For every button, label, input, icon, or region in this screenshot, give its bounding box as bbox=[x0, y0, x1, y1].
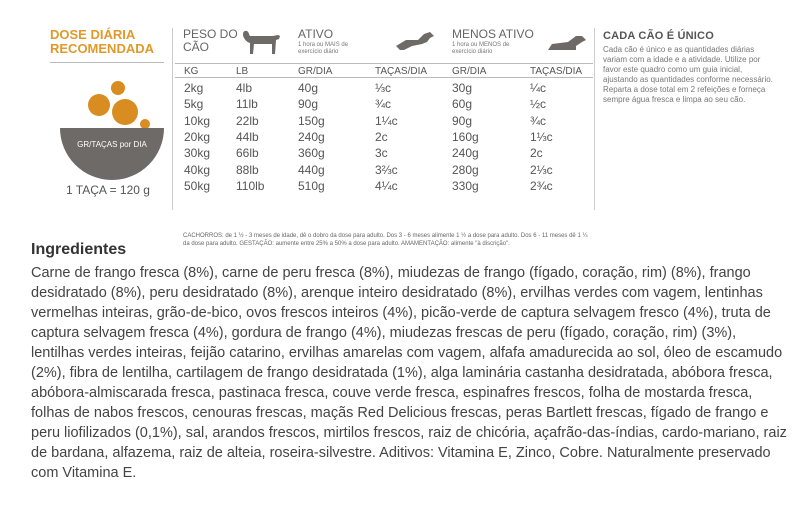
kibble-icon bbox=[112, 99, 138, 125]
active-header: ATIVO bbox=[298, 27, 334, 41]
table-cell: 240g bbox=[452, 146, 479, 161]
weight-header: PESO DO CÃO bbox=[183, 27, 238, 54]
column-header: TAÇAS/DIA bbox=[375, 66, 428, 77]
table-cell: 280g bbox=[452, 162, 479, 177]
kibble-icon bbox=[111, 81, 125, 95]
table-cell: 2¾c bbox=[530, 178, 553, 193]
table-cell: 510g bbox=[298, 178, 325, 193]
table-cell: 160g bbox=[452, 129, 479, 144]
feeding-title: DOSE DIÁRIA RECOMENDADA bbox=[50, 27, 154, 56]
bowl-icon bbox=[60, 128, 164, 180]
table-cell: 30kg bbox=[184, 146, 211, 161]
divider bbox=[594, 28, 595, 210]
food-bowl-illustration bbox=[58, 68, 166, 180]
kibble-icon bbox=[140, 119, 150, 129]
table-cell: 4¼c bbox=[375, 178, 398, 193]
table-cell: 22lb bbox=[236, 113, 259, 128]
table-cell: 4lb bbox=[236, 81, 253, 95]
table-cell: 50kg bbox=[184, 178, 211, 193]
divider bbox=[172, 28, 173, 210]
table-cell: 20kg bbox=[184, 129, 211, 144]
table-cell: ¼c bbox=[530, 81, 547, 95]
table-cell: 3⅔c bbox=[375, 162, 398, 177]
standing-dog-icon bbox=[238, 24, 284, 58]
table-cell: 110lb bbox=[236, 178, 265, 193]
table-cell: ½c bbox=[530, 97, 547, 112]
table-cell: 88lb bbox=[236, 162, 259, 177]
table-cell: 2kg bbox=[184, 81, 204, 95]
table-cell: 2c bbox=[375, 129, 388, 144]
less-active-header: MENOS ATIVO bbox=[452, 27, 534, 41]
lying-dog-icon bbox=[546, 32, 588, 52]
table-cell: 90g bbox=[298, 97, 319, 112]
table-cell: ¾c bbox=[375, 97, 392, 112]
divider bbox=[175, 77, 593, 78]
table-cell: 1⅓c bbox=[530, 129, 553, 144]
ingredients-text: Carne de frango fresca (8%), carne de peru fresca (8%), miudezas de frango (fígado, coração, rim) (8%), frango desidratado (8%), peru desidratado (8%), arenque inteiro desidratado (8%), ervilhas verdes com vagem, lentinhas vermelhas inteiras, grão-de-bico, ovos frescos inteiros (4%), picão-verde de captura selvagem fresco (4%), truta de captura selvagem fresca (4%), gordura de frango (4%), miudezas frescas de peru (fígado, coração, rim) (3%), lentilhas verdes inteiras, feijão catarino, ervilhas amarelas com vagem, alfafa amadurecida ao sol, óleo de escamudo (2%), fibra de lentilha, cartilagem de frango desidratada (1%), alga laminária castanha desidratada, abóbora fresca, abóbora-almiscarada fresca, pastinaca fresca, couve verde fresca, espinafres frescos, folha de mostarda fresca, folhas de nabos frescos, cenouras frescas, maçãs Red Delicious frescas, peras Bartlett frescas, fígado de frango e peru liofilizados (0,1%), sal, arandos frescos, mirtilos frescos, raiz de chicória, açafrão-das-índias, cardo-mariano, raiz de bardana, alfazema, raiz de alteia, roseira-silvestre. Aditivos: Vitamina E, Zinco, Cobre. Naturalmente preservado com Vitamina E. bbox=[31, 265, 787, 481]
table-cell: 5kg bbox=[184, 97, 204, 112]
active-subtitle: 1 hora ou MAIS de exercício diário bbox=[298, 42, 349, 55]
table-cell: 90g bbox=[452, 113, 473, 128]
table-cell: 44lb bbox=[236, 129, 259, 144]
table-cell: 66lb bbox=[236, 146, 259, 161]
column-header: KG bbox=[184, 66, 199, 77]
table-cell: 1¼c bbox=[375, 113, 398, 128]
table-cell: 2c bbox=[530, 146, 543, 161]
table-cell: 2⅓c bbox=[530, 162, 553, 177]
table-cell: 60g bbox=[452, 97, 473, 112]
column-header: GR/DIA bbox=[452, 66, 487, 77]
bowl-label: GR/TAÇAS por DIA bbox=[77, 140, 147, 149]
table-cell: 440g bbox=[298, 162, 325, 177]
less-active-subtitle: 1 hora ou MENOS de exercício diário bbox=[452, 42, 510, 55]
divider bbox=[175, 63, 593, 64]
kibble-icon bbox=[88, 94, 110, 116]
column-header: LB bbox=[236, 66, 249, 77]
table-cell: 10kg bbox=[184, 113, 211, 128]
feeding-notes: CACHORROS: de 1 ½ - 3 meses de idade, dê o dobro da dose para adulto. Dos 3 - 6 meses alimente 1 ½ a dose para adulto. Dos 6 - 11 meses dê 1 ¼ da dose para adulto. GESTAÇÃO: aumente entre 25% a 50% a dose para adulto. AMAMENTAÇÃO: alimente "à discrição". bbox=[183, 233, 588, 247]
table-cell: 11lb bbox=[236, 97, 258, 112]
table-cell: 30g bbox=[452, 81, 473, 95]
info-body: Cada cão é único e as quantidades diárias variam com a idade e a atividade. Utilize por favor este quadro como um guia inicial, ajustando as quantidades conforme necessário. Reparta a dose total em 2 refeições e forneça sempre água fresca e limpa ao seu cão. bbox=[603, 45, 773, 104]
column-header: TAÇAS/DIA bbox=[530, 66, 583, 77]
table-cell: 240g bbox=[298, 129, 325, 144]
table-cell: 40kg bbox=[184, 162, 211, 177]
info-title: CADA CÃO É ÚNICO bbox=[603, 30, 714, 42]
table-cell: 40g bbox=[298, 81, 319, 95]
table-cell: 330g bbox=[452, 178, 479, 193]
table-cell: 3c bbox=[375, 146, 388, 161]
cup-equivalence: 1 TAÇA = 120 g bbox=[66, 183, 150, 197]
column-header: GR/DIA bbox=[298, 66, 333, 77]
running-dog-icon bbox=[394, 28, 436, 52]
table-cell: ⅓c bbox=[375, 81, 392, 95]
table-cell: ¾c bbox=[530, 113, 547, 128]
table-cell: 150g bbox=[298, 113, 325, 128]
ingredients-title: Ingredientes bbox=[31, 241, 127, 258]
divider bbox=[50, 62, 164, 63]
table-cell: 360g bbox=[298, 146, 325, 161]
